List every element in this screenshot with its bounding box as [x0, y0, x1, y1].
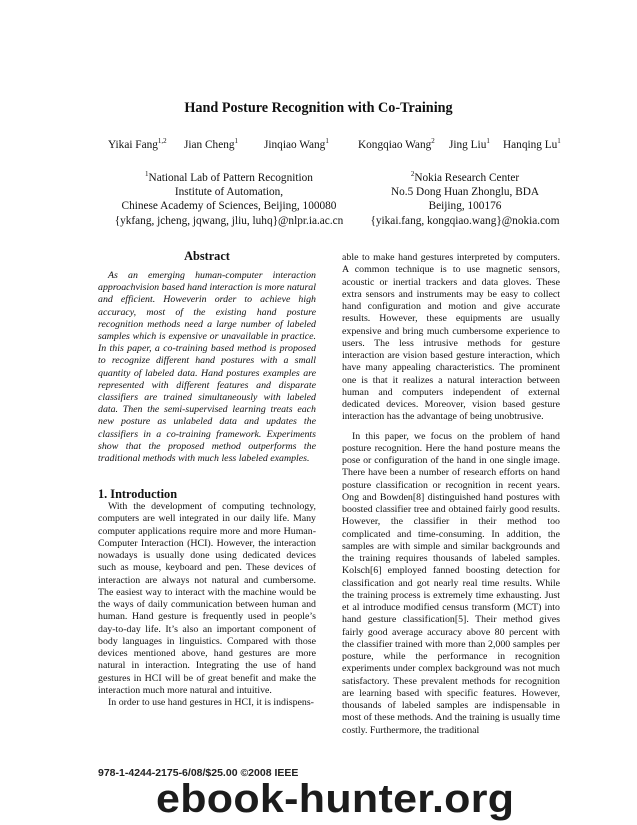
paragraph: In this paper, we focus on the problem of hand posture recognition. Here the hand posture means the pose or configuration of the hand in one single image. There have been a number of research efforts on hand posture classification or recognition in recent years. Ong and Bowden[8] distinguished hand postures with boosted classifier tree and obtained fairly good results. However, the classifier in their method too complicated and time-consuming. In addition, the samples are with simple and similar backgrounds and the training requires thousands of labeled samples. Kolsch[6] employed fanned boosting detection for classification and got nearly real time results. While the training process is extremely time exhausting. Just et al introduce modified census transform (MCT) into hand gesture classification[5]. Their method gives fairly good average accuracy above 80 percent with the classifier trained with more than 2,000 samples per posture, while the performance in recognition experiments under complex background was not much satisfactory. These prevalent methods for recognition are learning based with specific features. However, thousands of labeled samples are indispensable in most of these methods. And the training is usually time costly. Furthermore, the traditional [342, 430, 560, 736]
affiliation-email: {ykfang, jcheng, jqwang, jliu, luhq}@nlpr.ia.ac.cn [114, 214, 344, 227]
abstract-text: As an emerging human-computer interaction approachvision based hand interaction is more natural and efficient. Howeverin order to achieve high accuracy, most of the existing hand posture recognition methods need a large number of labeled samples which is expensive or unavailable in practice. In this paper, a co-training based method is proposed to recognize different hand postures with a small quantity of labeled data. Hand postures examples are represented with different features and disparate classifiers are trained simultaneously with labeled data. Then the semi-supervised learning treats each new posture as unlabeled data and updates the classifiers in a co-training framework. Experiments show that the proposed method outperforms the traditional methods with much less labeled examples. [98, 270, 316, 465]
paragraph: In order to use hand gestures in HCI, it is indispens- [108, 697, 314, 708]
author-name: Yikai Fang$^{1,2}$ [108, 137, 167, 151]
affiliation-line: Beijing, 100176 [428, 200, 502, 213]
right-column-body [342, 252, 560, 737]
author-name: Jinqiao Wang$^1$ [264, 137, 329, 151]
watermark: ebook-hunter.org [156, 776, 515, 822]
author-name: Hanqing Lu$^1$ [503, 137, 561, 151]
affiliation-line: Chinese Academy of Sciences, Beijing, 100080 [121, 200, 337, 213]
affiliation-line: No.5 Dong Huan Zhonglu, BDA [390, 186, 540, 199]
introduction-heading: 1. Introduction [98, 487, 178, 501]
paper-title: Hand Posture Recognition with Co-Training [184, 100, 453, 116]
paragraph: With the development of computing technology, computers are well integrated in our daily life. Many computer applications require more and more Human-Computer Interaction (HCI). However, the interaction nowadays is usually done using dedicated devices such as mouse, keyboard and pen. These devices of interaction are always not natural and cumbersome. The easiest way to interact with the machine would be the ways of daily communication between human and human. Hand gesture is frequently used in people’s day-to-day life. It’s also an important component of body languages in linguistics. Compared with those devices mentioned above, hand gestures are more natural in interaction. Integrating the use of hand gestures in HCI will be of great benefit and make the interaction much more natural and intuitive. [98, 501, 316, 696]
affiliation-line: Institute of Automation, [174, 186, 284, 199]
author-name: Kongqiao Wang$^2$ [358, 137, 435, 151]
copyright-notice: 978-1-4244-2175-6/08/$25.00 ©2008 IEEE [98, 767, 299, 779]
introduction-body [98, 501, 316, 709]
paragraph: able to make hand gestures interpreted by computers. A common technique is to use magnetic sensors, acoustic or inertial trackers and data gloves. These extra sensors and instruments may be easy to collect hand configuration and motion and give accurate results. However, these equipments are usually expensive and bring much cumbersome experience to users. The less intrusive methods for gesture interaction are vision based gesture interaction, which have many appealing characteristics. The prominent one is that it realizes a natural interaction between human and computers independent of external dedicated devices. Moreover, vision based gesture interaction has the advantage of being unobtrusive. [342, 252, 560, 423]
affiliation-nlpr [98, 171, 360, 228]
author-name: Jing Liu$^1$ [449, 137, 490, 151]
abstract-heading: Abstract [184, 249, 230, 263]
author-name: Jian Cheng$^1$ [184, 137, 239, 151]
affiliation-line: $^1$National Lab of Pattern Recognition [145, 170, 313, 184]
affiliation-line: $^2$Nokia Research Center [410, 170, 520, 184]
affiliation-nokia [358, 171, 572, 228]
affiliation-email: {yikai.fang, kongqiao.wang}@nokia.com [370, 214, 560, 227]
